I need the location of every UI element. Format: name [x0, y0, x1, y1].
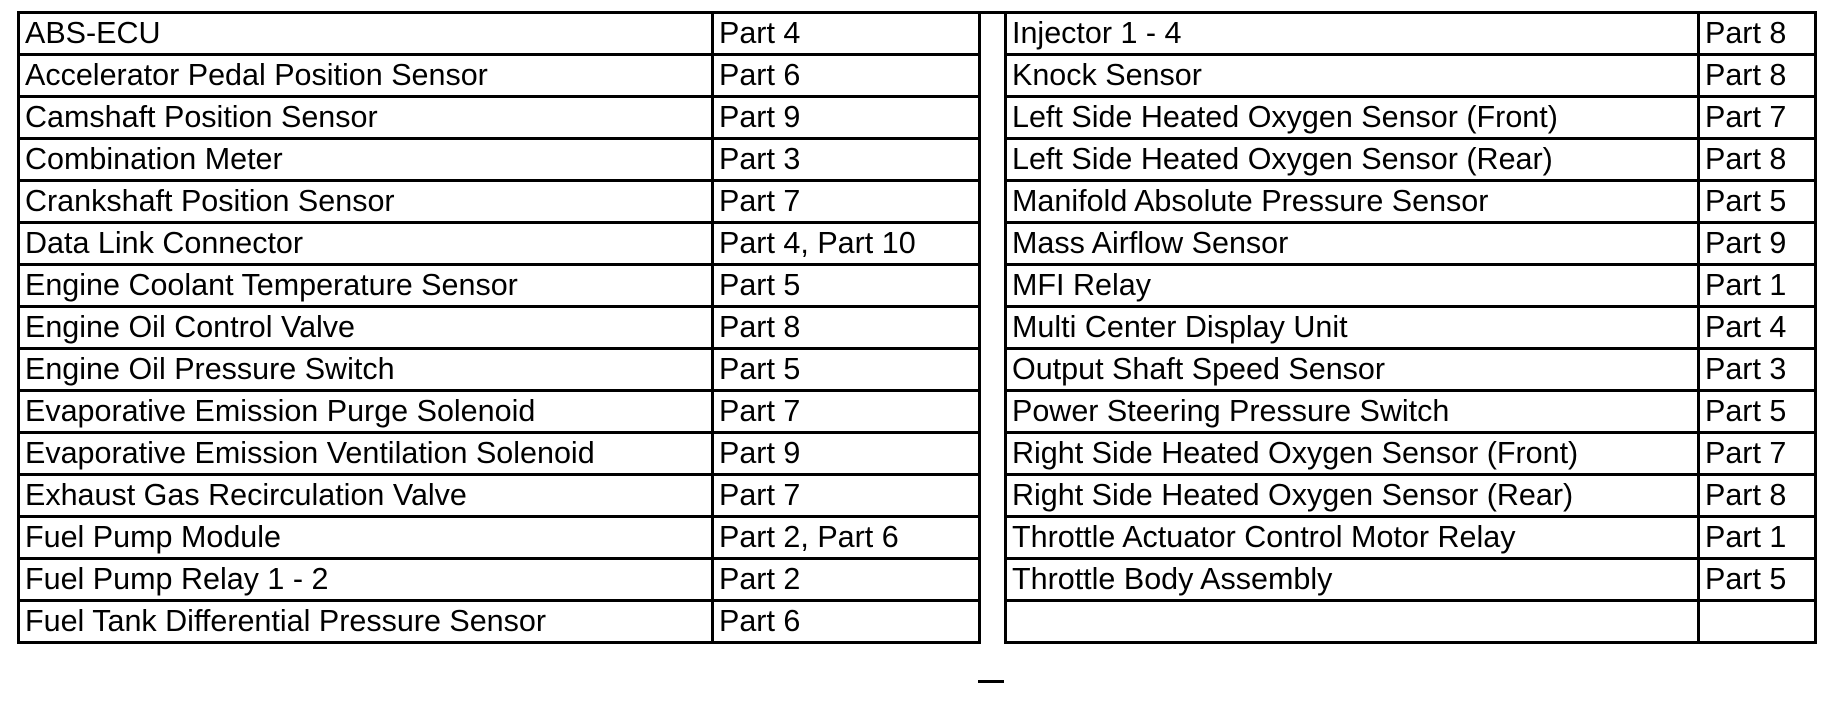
component-name-cell: Knock Sensor	[1006, 55, 1699, 97]
table-row	[19, 139, 980, 181]
component-name-cell: Fuel Pump Relay 1 - 2	[19, 559, 713, 601]
table-row	[19, 97, 980, 139]
table-row	[19, 475, 980, 517]
table-row	[19, 13, 980, 55]
location-cell	[1699, 601, 1816, 643]
table-row	[19, 307, 980, 349]
location-cell: Part 5	[1699, 559, 1816, 601]
component-name-cell: Throttle Body Assembly	[1006, 559, 1699, 601]
table-row	[19, 601, 980, 643]
component-name-cell: Data Link Connector	[19, 223, 713, 265]
component-name-cell: MFI Relay	[1006, 265, 1699, 307]
location-cell: Part 2	[713, 559, 980, 601]
component-name-cell: Fuel Pump Module	[19, 517, 713, 559]
table-row	[1006, 307, 1816, 349]
location-cell: Part 5	[1699, 181, 1816, 223]
location-cell: Part 8	[1699, 55, 1816, 97]
table-row	[19, 265, 980, 307]
location-cell: Part 7	[713, 475, 980, 517]
component-table-right-body	[1006, 13, 1816, 643]
location-cell: Part 1	[1699, 265, 1816, 307]
location-cell: Part 8	[1699, 13, 1816, 55]
table-row	[1006, 55, 1816, 97]
location-cell: Part 7	[713, 181, 980, 223]
location-cell: Part 8	[713, 307, 980, 349]
component-name-cell: Camshaft Position Sensor	[19, 97, 713, 139]
component-name-cell: ABS-ECU	[19, 13, 713, 55]
table-row	[1006, 223, 1816, 265]
location-cell: Part 9	[713, 433, 980, 475]
component-name-cell: Exhaust Gas Recirculation Valve	[19, 475, 713, 517]
location-cell: Part 4, Part 10	[713, 223, 980, 265]
location-cell: Part 5	[713, 265, 980, 307]
table-row	[1006, 181, 1816, 223]
component-name-cell: Crankshaft Position Sensor	[19, 181, 713, 223]
component-name-cell: Evaporative Emission Ventilation Solenoid	[19, 433, 713, 475]
location-cell: Part 1	[1699, 517, 1816, 559]
component-name-cell: Combination Meter	[19, 139, 713, 181]
location-cell: Part 3	[1699, 349, 1816, 391]
table-row	[19, 391, 980, 433]
table-row	[19, 433, 980, 475]
component-name-cell: Right Side Heated Oxygen Sensor (Front)	[1006, 433, 1699, 475]
component-name-cell: Throttle Actuator Control Motor Relay	[1006, 517, 1699, 559]
location-cell: Part 5	[713, 349, 980, 391]
component-table-left-body	[19, 13, 980, 643]
component-table-left	[17, 11, 981, 644]
component-name-cell: Fuel Tank Differential Pressure Sensor	[19, 601, 713, 643]
location-cell: Part 7	[1699, 433, 1816, 475]
table-row	[1006, 97, 1816, 139]
table-row	[19, 349, 980, 391]
location-cell: Part 5	[1699, 391, 1816, 433]
table-row	[1006, 13, 1816, 55]
component-name-cell: Evaporative Emission Purge Solenoid	[19, 391, 713, 433]
table-row	[1006, 265, 1816, 307]
table-row	[19, 55, 980, 97]
location-cell: Part 7	[1699, 97, 1816, 139]
table-row	[1006, 139, 1816, 181]
location-cell: Part 8	[1699, 139, 1816, 181]
component-name-cell: Left Side Heated Oxygen Sensor (Front)	[1006, 97, 1699, 139]
component-name-cell: Injector 1 - 4	[1006, 13, 1699, 55]
component-name-cell: Mass Airflow Sensor	[1006, 223, 1699, 265]
table-row	[19, 517, 980, 559]
location-cell: Part 4	[1699, 307, 1816, 349]
table-row	[19, 223, 980, 265]
table-row	[1006, 433, 1816, 475]
table-row	[19, 559, 980, 601]
location-cell: Part 6	[713, 55, 980, 97]
component-name-cell: Engine Coolant Temperature Sensor	[19, 265, 713, 307]
table-row	[1006, 349, 1816, 391]
component-table-right	[1004, 11, 1817, 644]
table-row	[1006, 475, 1816, 517]
location-cell: Part 6	[713, 601, 980, 643]
table-row	[1006, 559, 1816, 601]
column-gap	[978, 11, 1004, 683]
table-row	[1006, 601, 1816, 643]
location-cell: Part 8	[1699, 475, 1816, 517]
component-name-cell: Right Side Heated Oxygen Sensor (Rear)	[1006, 475, 1699, 517]
table-row	[19, 181, 980, 223]
location-cell: Part 7	[713, 391, 980, 433]
location-cell: Part 9	[1699, 223, 1816, 265]
component-name-cell	[1006, 601, 1699, 643]
table-row	[1006, 517, 1816, 559]
location-cell: Part 4	[713, 13, 980, 55]
component-name-cell: Left Side Heated Oxygen Sensor (Rear)	[1006, 139, 1699, 181]
component-name-cell: Power Steering Pressure Switch	[1006, 391, 1699, 433]
location-cell: Part 9	[713, 97, 980, 139]
component-name-cell: Manifold Absolute Pressure Sensor	[1006, 181, 1699, 223]
location-cell: Part 2, Part 6	[713, 517, 980, 559]
component-location-index	[17, 11, 1814, 683]
component-name-cell: Engine Oil Control Valve	[19, 307, 713, 349]
table-row	[1006, 391, 1816, 433]
component-name-cell: Engine Oil Pressure Switch	[19, 349, 713, 391]
location-cell: Part 3	[713, 139, 980, 181]
component-name-cell: Multi Center Display Unit	[1006, 307, 1699, 349]
component-name-cell: Output Shaft Speed Sensor	[1006, 349, 1699, 391]
component-name-cell: Accelerator Pedal Position Sensor	[19, 55, 713, 97]
